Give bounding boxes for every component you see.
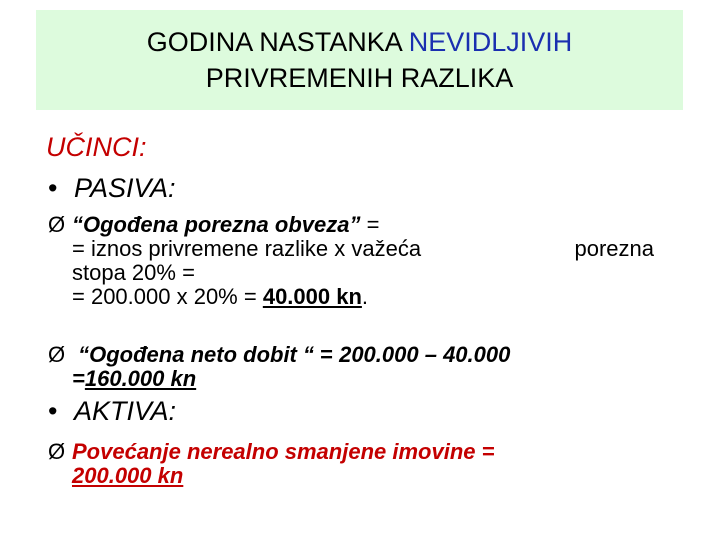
term-ogodjena-porezna-obveza: “Ogođena porezna obveza” — [72, 212, 361, 237]
bullet-icon: • — [48, 396, 58, 426]
expression: 200.000 – 40.000 — [339, 342, 511, 367]
aktiva-bullet-row — [48, 396, 176, 427]
pasiva-item-1 — [48, 213, 688, 309]
aktiva-item-1 — [48, 440, 688, 488]
term-ogodjena-neto-dobit: “Ogođena neto dobit “ — [78, 342, 314, 367]
pasiva-item-2 — [48, 343, 688, 391]
arrow-bullet-icon: Ø — [48, 342, 66, 367]
arrow-bullet-icon: Ø — [48, 439, 66, 464]
pasiva-label: PASIVA: — [74, 173, 176, 203]
title-box — [36, 10, 683, 110]
formula-line-4-prefix: = 200.000 x 20% = — [72, 284, 263, 309]
equals-sign: = — [314, 342, 340, 367]
pasiva-bullet-row — [48, 173, 176, 204]
net-profit-result: 160.000 kn — [84, 366, 197, 391]
aktiva-label: AKTIVA: — [74, 396, 177, 426]
formula-line-3: stopa 20% = — [72, 260, 195, 285]
aktiva-result: 200.000 kn — [72, 463, 184, 488]
formula-result: 40.000 kn — [262, 284, 362, 309]
formula-line-2a: = iznos privremene razlike x važeća — [72, 236, 422, 261]
bullet-icon: • — [48, 173, 58, 203]
title-line-1 — [147, 24, 573, 60]
section-heading: UČINCI: — [46, 132, 147, 162]
result-prefix: = — [72, 366, 85, 391]
equals-sign: = — [360, 212, 380, 237]
aktiva-text-line-1: Povećanje nerealno smanjene imovine = — [72, 439, 495, 464]
title-prefix: GODINA NASTANKA — [146, 27, 409, 57]
arrow-bullet-icon: Ø — [48, 212, 66, 237]
formula-line-4-suffix: . — [361, 284, 369, 309]
formula-line-2b: porezna — [574, 236, 654, 261]
title-line-2: PRIVREMENIH RAZLIKA — [205, 63, 514, 93]
title-highlight: NEVIDLJIVIH — [408, 27, 573, 57]
